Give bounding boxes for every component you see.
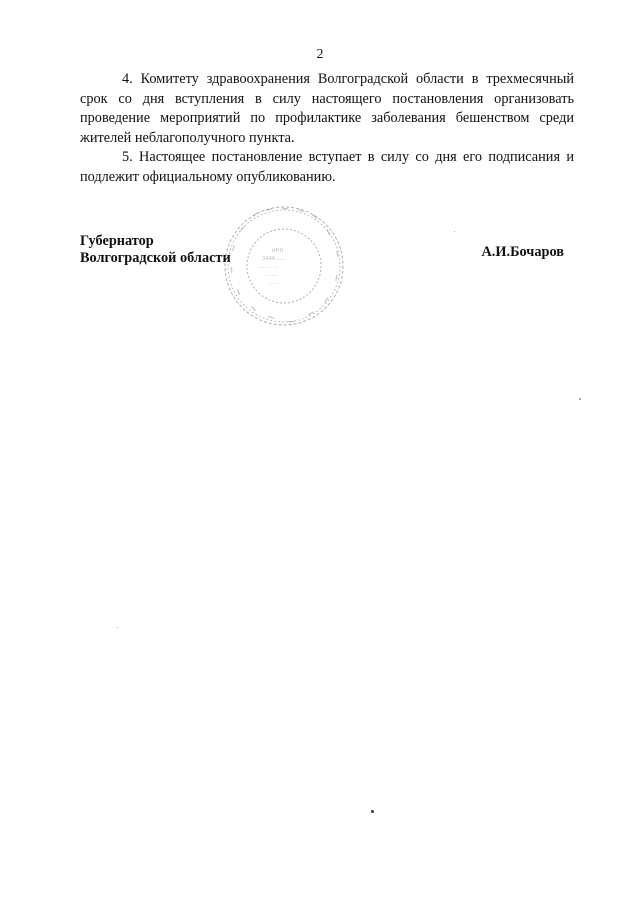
svg-text:ИНН: ИНН (272, 248, 284, 254)
scan-speck (454, 231, 455, 232)
paragraph-item-4: 4. Комитету здравоохранения Волгоградской области в трехмесячный срок со дня вступления в силу настоящего постановления организовать проведение мероприятий по профилактике заболевания бешенством среди жителей неблагополучного пункта. (80, 71, 574, 146)
svg-text:..........: .......... (262, 272, 278, 278)
paragraph-item-5: 5. Настоящее постановление вступает в силу со дня его подписания и подлежит официальному опубликованию. (80, 149, 574, 185)
signature-name: А.И.Бочаров (481, 244, 564, 260)
signature-block (80, 233, 564, 273)
scan-speck (117, 627, 118, 628)
signature-title-line1: Губернатор (80, 233, 154, 249)
signature-title (80, 233, 231, 267)
page-number: 2 (316, 47, 324, 62)
signature-title-line2: Волгоградской области (80, 250, 231, 266)
svg-text:3444.......: 3444....... (262, 256, 286, 262)
svg-text:......... ...: ......... ... (258, 264, 279, 270)
scan-speck (579, 398, 581, 400)
svg-text:........: ........ (268, 280, 281, 286)
document-body (80, 70, 574, 187)
scan-speck (371, 810, 374, 813)
